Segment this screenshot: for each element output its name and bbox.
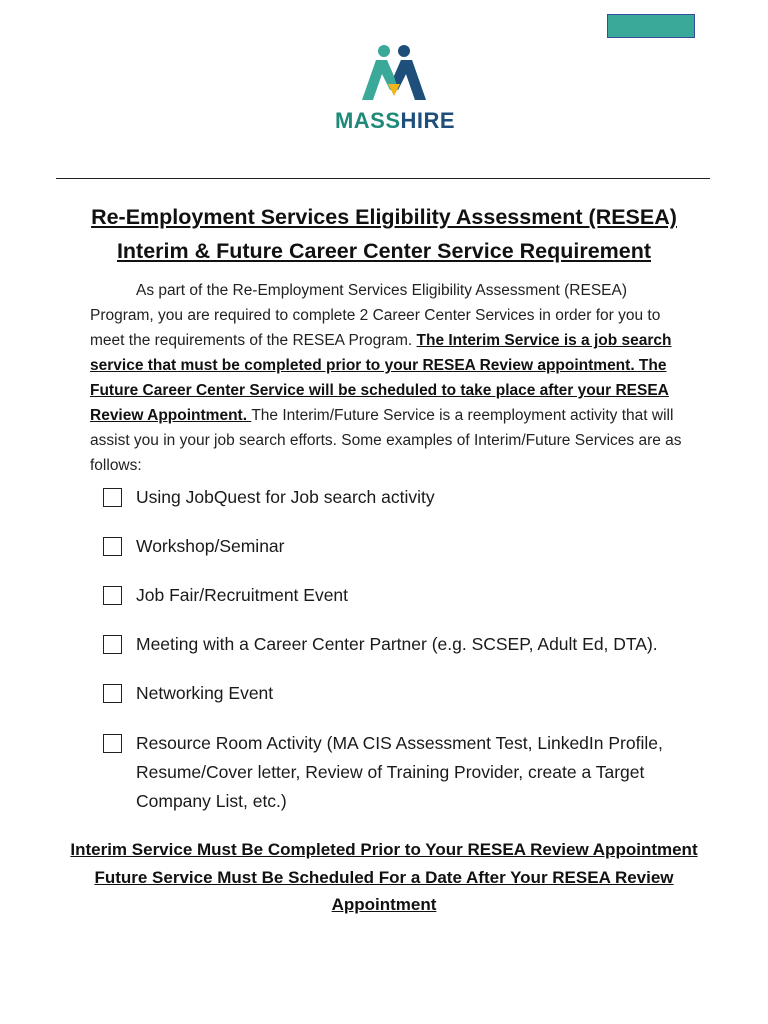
checklist-item (103, 682, 696, 708)
logo-text-hire: HIRE (400, 108, 456, 133)
checklist-item-label: Workshop/Seminar (136, 536, 285, 556)
footer-line-2: Future Service Must Be Scheduled For a Date After Your RESEA Review Appointment (94, 867, 674, 914)
intro-paragraph (90, 278, 682, 478)
checklist-item-label: Job Fair/Recruitment Event (136, 585, 349, 605)
intro-bold-text: The Interim Service is a job search service that must be completed prior to your RESEA Review appointment. The Future Career Center Service will be scheduled to take place after your RESEA Review Appointment. (90, 332, 672, 424)
checklist-item-label: Resource Room Activity (MA CIS Assessment Test, LinkedIn Profile, Resume/Cover letter, Review of Training Provider, create a Target Company List, etc.) (136, 733, 663, 811)
checkbox[interactable] (103, 537, 122, 556)
checklist-item-label: Networking Event (136, 683, 274, 703)
masshire-people-icon (360, 44, 430, 102)
checklist-item-label: Meeting with a Career Center Partner (e.g. SCSEP, Adult Ed, DTA). (136, 634, 658, 654)
checklist-item (103, 633, 696, 659)
header-divider (56, 178, 710, 179)
checklist-item (103, 732, 696, 816)
checkbox[interactable] (103, 488, 122, 507)
page-title (40, 200, 728, 268)
intro-text-1: As part of the Re-Employment Services Eligibility Assessment (RESEA) Program, you are required to complete 2 Career Center Services in order for you to meet the requirements of the RESEA Program. (90, 282, 661, 349)
masshire-logo (320, 44, 470, 134)
footer-notice (60, 836, 708, 919)
intro-text-2: The Interim/Future Service is a reemployment activity that will assist you in your job search efforts. Some examples of Interim/Future Services are as follows: (90, 407, 682, 474)
checklist-item-label: Using JobQuest for Job search activity (136, 487, 435, 507)
header-color-box (607, 14, 695, 38)
title-line-1: Re-Employment Services Eligibility Assessment (RESEA) (91, 205, 677, 229)
checkbox[interactable] (103, 734, 122, 753)
checklist-item (103, 535, 696, 561)
footer-line-1: Interim Service Must Be Completed Prior to Your RESEA Review Appointment (70, 840, 698, 859)
checklist-item (103, 584, 696, 610)
checkbox[interactable] (103, 586, 122, 605)
masshire-wordmark (320, 108, 470, 134)
logo-text-mass: MASS (334, 108, 401, 133)
checkbox[interactable] (103, 684, 122, 703)
checklist-item (103, 486, 696, 512)
checkbox[interactable] (103, 635, 122, 654)
title-line-2: Interim & Future Career Center Service Requirement (116, 239, 652, 263)
